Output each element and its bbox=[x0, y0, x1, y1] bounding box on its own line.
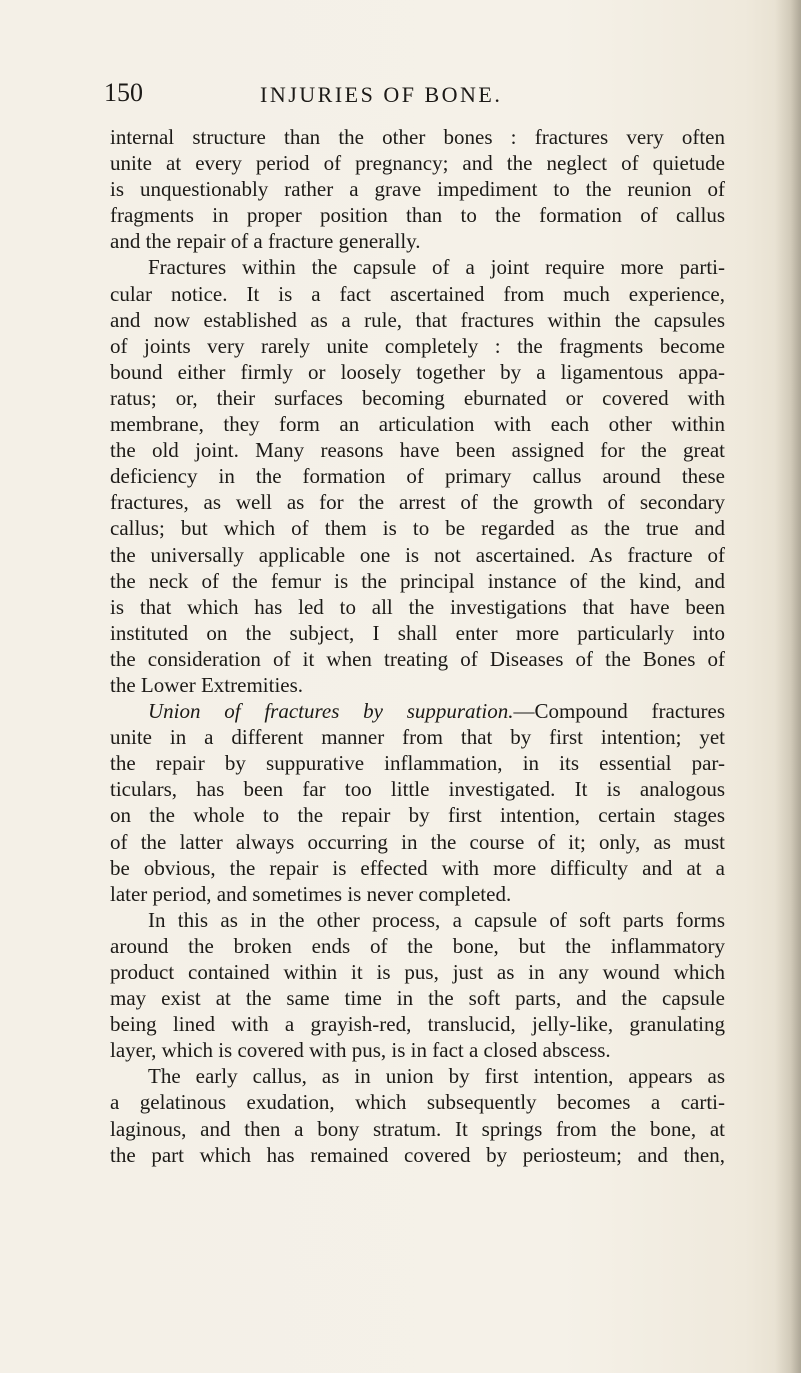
text-line: cular notice. It is a fact ascertained from much experience, bbox=[110, 281, 725, 306]
text-line: may exist at the same time in the soft parts, and the capsule bbox=[110, 986, 725, 1011]
text-line: product contained within it is pus, just as in any wound which bbox=[110, 960, 725, 984]
text-line: of the latter always occurring in the course of it; only, as must bbox=[110, 829, 725, 854]
text-line: ratus; or, their surfaces becoming eburnated or covered with bbox=[110, 385, 725, 410]
text-line: laginous, and then a bony stratum. It springs from the bone, at bbox=[110, 1116, 725, 1141]
text-line: layer, which is covered with pus, is in fact a closed abscess. bbox=[110, 1038, 611, 1063]
text-line: unite in a different manner from that by first intention; yet bbox=[110, 725, 725, 750]
text-line: the consideration of it when treating of Diseases of the Bones of bbox=[110, 646, 725, 671]
text-line: and the repair of a fracture generally. bbox=[110, 229, 421, 254]
text-line: membrane, they form an articulation with each other within bbox=[110, 412, 725, 437]
text-line: the old joint. Many reasons have been assigned for the great bbox=[110, 438, 725, 463]
text-line: and now established as a rule, that fractures within the capsules bbox=[110, 307, 725, 332]
text-line-section-start bbox=[110, 698, 725, 724]
text-line: the repair by suppurative inflammation, in its essential par- bbox=[110, 751, 725, 776]
text-line: instituted on the subject, I shall enter more particularly into bbox=[110, 620, 725, 645]
text-line: being lined with a grayish-red, translucid, jelly-like, granulating bbox=[110, 1012, 725, 1037]
text-line: the universally applicable one is not ascertained. As fracture of bbox=[110, 542, 725, 567]
section-heading-rest: —Compound fractures bbox=[513, 699, 726, 724]
text-line: In this as in the other process, a capsule of soft parts forms bbox=[148, 907, 725, 932]
text-line: fragments in proper position than to the formation of callus bbox=[110, 203, 725, 228]
page-number: 150 bbox=[104, 78, 143, 107]
text-line: bound either firmly or loosely together by a ligamentous appa- bbox=[110, 359, 725, 384]
page-header bbox=[104, 78, 704, 118]
text-line: Fractures within the capsule of a joint require more parti- bbox=[148, 255, 725, 280]
text-line: be obvious, the repair is effected with more difficulty and at a bbox=[110, 855, 725, 880]
text-line: fractures, as well as for the arrest of the growth of secondary bbox=[110, 490, 725, 515]
running-head: INJURIES OF BONE. bbox=[260, 82, 503, 107]
text-line: deficiency in the formation of primary callus around these bbox=[110, 464, 725, 489]
text-line: of joints very rarely unite completely : the fragments become bbox=[110, 333, 725, 358]
text-line: is that which has led to all the investigations that have been bbox=[110, 594, 725, 619]
body-text bbox=[110, 124, 725, 1168]
text-line: unite at every period of pregnancy; and the neglect of quietude bbox=[110, 151, 725, 176]
text-line: the neck of the femur is the principal instance of the kind, and bbox=[110, 568, 725, 593]
text-line: around the broken ends of the bone, but the inflammatory bbox=[110, 933, 725, 958]
text-line: The early callus, as in union by first intention, appears as bbox=[148, 1064, 725, 1089]
section-heading-italic: Union of fractures by suppuration. bbox=[148, 699, 514, 724]
text-line: on the whole to the repair by first intention, certain stages bbox=[110, 803, 725, 828]
text-line: internal structure than the other bones : fractures very often bbox=[110, 125, 725, 149]
text-line: a gelatinous exudation, which subsequently becomes a carti- bbox=[110, 1090, 725, 1115]
text-line: later period, and sometimes is never completed. bbox=[110, 881, 512, 906]
text-line: the Lower Extremities. bbox=[110, 672, 304, 697]
text-line: callus; but which of them is to be regarded as the true and bbox=[110, 516, 725, 541]
text-line: ticulars, has been far too little investigated. It is analogous bbox=[110, 777, 725, 802]
text-line: the part which has remained covered by periosteum; and then, bbox=[110, 1142, 725, 1167]
text-line: is unquestionably rather a grave impediment to the reunion of bbox=[110, 177, 725, 202]
page-edge-shadow bbox=[775, 0, 801, 1373]
